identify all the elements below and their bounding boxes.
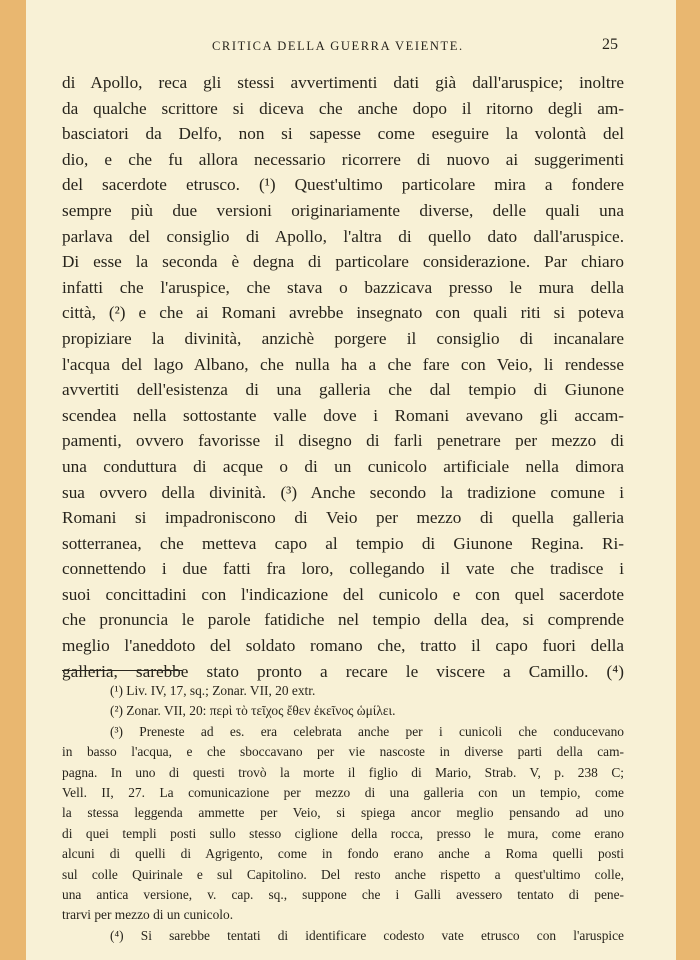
text-line: meglio l'aneddoto del soldato romano che, tratto il capo fuori della — [62, 636, 624, 656]
text-line: galleria, sarebbe stato pronto a recare le viscere a Camillo. (⁴) — [62, 661, 624, 681]
footnote-line: (⁴) Si sarebbe tentati di identificare codesto vate etrusco con l'aruspice — [110, 927, 624, 943]
footnote-line: trarvi per mezzo di un cunicolo. — [62, 907, 234, 923]
text-line: suoi concittadini con l'indicazione del cunicolo e con quel sacerdote — [62, 584, 624, 604]
text-line: scendea nella sottostante valle dove i Romani avevano gli accam- — [62, 405, 624, 425]
text-line: avvertiti dell'esistenza di una galleria che dal tempio di Giunone — [62, 380, 624, 400]
footnote-line: in basso l'acqua, e che sboccavano per vie nascoste in diverse parti della cam- — [62, 744, 624, 760]
text-line: una conduttura di acque o di un cunicolo artificiale nella dimora — [62, 456, 624, 476]
footnote-line: Vell. II, 27. La comunicazione per mezzo di una galleria con un tempio, come — [62, 784, 624, 800]
text-line: da qualche scrittore si diceva che anche dopo il ritorno degli am- — [62, 98, 624, 118]
text-line: propiziare la divinità, anzichè porgere il consiglio di incanalare — [62, 328, 624, 348]
page-number: 25 — [602, 36, 618, 53]
footnote-line: di quei templi posti sullo stesso ciglione della rocca, presso le mura, come erano — [62, 825, 624, 841]
footnote-line: (³) Preneste ad es. era celebrata anche per i cunicoli che conducevano — [110, 723, 624, 739]
text-line: pamenti, ovvero favorisse il disegno di farli penetrare per mezzo di — [62, 431, 624, 451]
footnote-line: sul colle Quirinale e sul Capitolino. Del resto anche rispetto a quest'ultimo colle, — [62, 866, 624, 882]
text-line: sempre più due versioni originariamente diverse, delle quali una — [62, 200, 624, 220]
running-title: CRITICA DELLA GUERRA VEIENTE. — [212, 39, 464, 53]
footnote-line: una antica versione, v. cap. sq., suppone che i Galli avessero tentato di pene- — [62, 886, 624, 902]
footnote-line: (¹) Liv. IV, 17, sq.; Zonar. VII, 20 extr. — [110, 683, 316, 698]
text-line: di Apollo, reca gli stessi avvertimenti dati già dall'aruspice; inoltre — [62, 73, 624, 92]
text-line: l'acqua del lago Albano, che nulla ha a che fare con Veio, li rendesse — [62, 354, 624, 374]
running-head — [26, 36, 676, 60]
text-line: infatti che l'aruspice, che stava o bazzicava presso le mura della — [62, 277, 624, 297]
text-line: connettendo i due fatti fra loro, collegando il vate che tradisce i — [62, 559, 624, 579]
text-line: sotterranea, che metteva capo al tempio di Giunone Regina. Ri- — [62, 533, 624, 553]
text-line: parlava del consiglio di Apollo, l'altra di quello dato dall'aruspice. — [62, 226, 624, 246]
footnote-rule — [62, 670, 182, 671]
footnote-line: alcuni di quelli di Agrigento, come in fondo erano anche a Roma quelli posti — [62, 846, 624, 862]
footnotes — [62, 681, 624, 946]
text-line: Romani si impadroniscono di Veio per mezzo di quella galleria — [62, 508, 624, 528]
book-page — [26, 0, 676, 960]
text-line: Di esse la seconda è degna di particolare considerazione. Par chiaro — [62, 252, 624, 272]
footnote-line: pagna. In uno di questi trovò la morte il figlio di Mario, Strab. V, p. 238 C; — [62, 764, 624, 780]
text-line: del sacerdote etrusco. (¹) Quest'ultimo particolare mira a fondere — [62, 175, 624, 195]
footnote-line: (²) Zonar. VII, 20: περὶ τὸ τεῖχος ἔθεν ἐκεῖνος ὡμίλει. — [110, 703, 396, 719]
text-line: città, (²) e che ai Romani avrebbe insegnato con quali riti si poteva — [62, 303, 624, 323]
text-line: che pronuncia le parole fatidiche nel tempio della dea, si comprende — [62, 610, 624, 630]
footnote-line: la stessa leggenda ammette per Veio, si spiega ancor meglio pensando ad uno — [62, 805, 624, 821]
text-line: basciatori da Delfo, non si sapesse come eseguire la volontà del — [62, 124, 624, 144]
text-line: dio, e che fu allora necessario ricorrere di nuovo ai suggerimenti — [62, 149, 624, 169]
text-line: sua ovvero della divinità. (³) Anche secondo la tradizione comune i — [62, 482, 624, 502]
body-text — [62, 70, 624, 684]
